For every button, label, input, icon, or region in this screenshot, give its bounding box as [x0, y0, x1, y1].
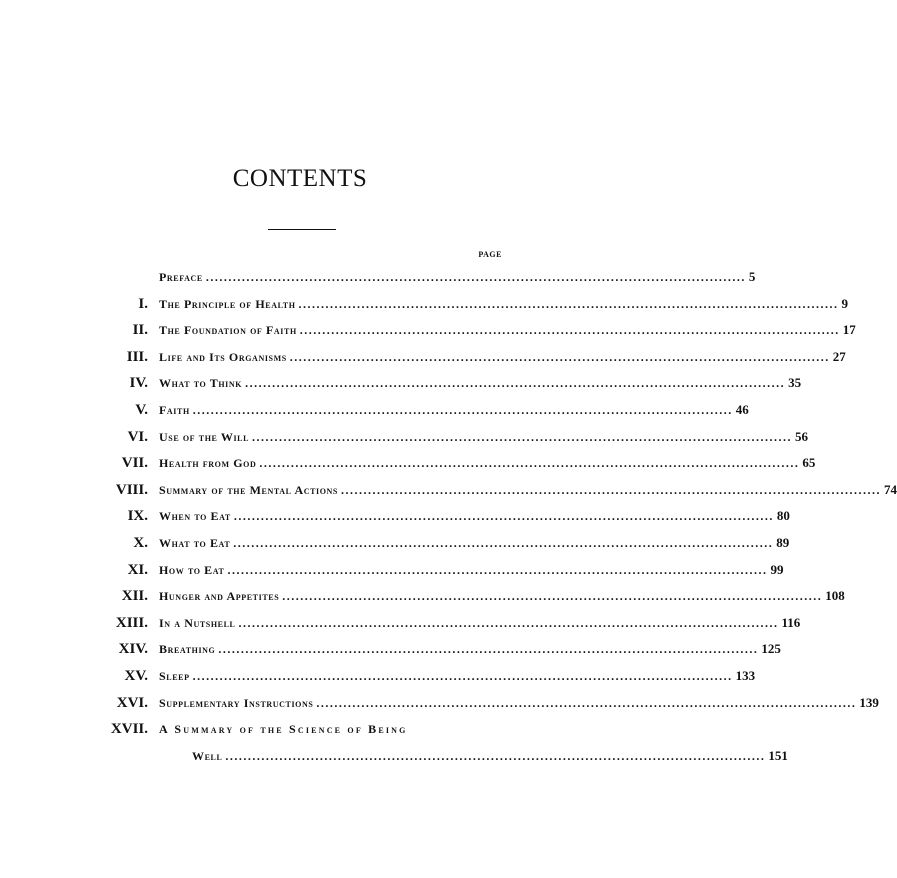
chapter-title: The Foundation of Faith — [159, 323, 297, 338]
toc-entry[interactable] — [0, 370, 802, 396]
dot-leader: ........................................................................................................................ — [289, 349, 830, 364]
chapter-number: XVI. — [116, 694, 148, 711]
chapter-number: VII. — [121, 455, 148, 472]
page-column-header: PAGE — [478, 250, 502, 259]
chapter-title: Summary of the Mental Actions — [159, 482, 338, 497]
chapter-number: IV. — [129, 375, 148, 392]
chapter-number: II. — [132, 322, 148, 339]
chapter-title: Life and Its Organisms — [159, 349, 287, 364]
dot-leader: ........................................................................................................................ — [238, 615, 779, 630]
chapter-entry — [159, 477, 897, 503]
page-number: 35 — [788, 375, 802, 391]
page-number: 5 — [748, 269, 756, 284]
toc-entry[interactable] — [0, 583, 845, 609]
chapter-entry — [159, 424, 809, 450]
chapter-number: I. — [138, 295, 148, 312]
dot-leader: ........................................................................................................................ — [205, 270, 746, 284]
dot-leader: ........................................................................................................................ — [233, 509, 774, 524]
dot-leader: ........................................................................................................................ — [233, 536, 774, 550]
page-title: CONTENTS — [232, 165, 368, 192]
chapter-entry — [159, 663, 756, 689]
chapter-title: In a Nutshell — [159, 615, 236, 630]
chapter-entry — [159, 610, 801, 636]
chapter-number: XV. — [124, 668, 148, 684]
chapter-title: Sleep — [159, 669, 190, 683]
chapter-entry — [159, 450, 816, 476]
page-number: 151 — [768, 747, 788, 763]
dot-leader: ........................................................................................................................ — [225, 748, 766, 763]
chapter-entry — [159, 583, 845, 609]
toc-entry[interactable] — [0, 344, 846, 370]
toc-entry[interactable] — [0, 690, 879, 716]
dot-leader: ........................................................................................................................ — [192, 669, 733, 683]
chapter-entry — [159, 317, 856, 343]
dot-leader: ........................................................................................................................ — [259, 456, 800, 471]
chapter-number: VIII. — [115, 481, 148, 498]
dot-leader: ........................................................................................................................ — [282, 589, 823, 604]
toc-entry[interactable] — [0, 557, 784, 583]
page-number: 9 — [841, 295, 849, 311]
chapter-title: Well — [192, 748, 223, 763]
chapter-title: Use of the Will — [159, 429, 250, 444]
toc-entry[interactable] — [0, 663, 756, 689]
dot-leader: ........................................................................................................................ — [316, 695, 857, 710]
dot-leader: ........................................................................................................................ — [218, 642, 759, 657]
page-number: 133 — [735, 668, 756, 683]
chapter-entry — [192, 743, 788, 769]
chapter-entry — [159, 370, 802, 396]
toc-entry[interactable] — [0, 317, 856, 343]
toc-entry[interactable] — [0, 716, 600, 742]
chapter-entry — [159, 716, 502, 742]
toc-entry[interactable] — [0, 610, 801, 636]
page-number: 139 — [859, 694, 879, 710]
chapter-number: XI. — [127, 561, 148, 578]
chapter-number: XIII. — [115, 614, 148, 631]
dot-leader: ........................................................................................................................ — [245, 376, 786, 391]
chapter-title: Health from God — [159, 456, 257, 471]
chapter-title: Faith — [159, 403, 190, 417]
toc-entry[interactable] — [0, 450, 816, 476]
chapter-number: XIV. — [118, 641, 148, 658]
title-rule — [268, 229, 336, 230]
dot-leader: ........................................................................................................................ — [299, 323, 840, 338]
page-number: 125 — [761, 641, 781, 657]
chapter-entry — [159, 344, 846, 370]
chapter-title: Preface — [159, 270, 203, 284]
dot-leader: ........................................................................................................................ — [340, 482, 881, 497]
chapter-number: XVII. — [110, 721, 148, 738]
chapter-title: What to Think — [159, 376, 243, 391]
chapter-number: V. — [135, 402, 148, 418]
chapter-entry — [159, 291, 849, 317]
chapter-title: Hunger and Appetites — [159, 589, 280, 604]
chapter-number: X. — [133, 535, 148, 551]
chapter-entry — [159, 530, 790, 556]
page-number: 56 — [795, 428, 809, 444]
page-number: 99 — [770, 561, 784, 577]
chapter-number: VI. — [127, 428, 148, 445]
toc-entry-continuation — [0, 743, 788, 769]
dot-leader: ........................................................................................................................ — [252, 429, 793, 444]
chapter-title: The Principle of Health — [159, 296, 296, 311]
chapter-entry — [159, 397, 749, 423]
page-number: 74 — [883, 481, 897, 497]
toc-entry[interactable] — [0, 424, 809, 450]
page-number: 89 — [776, 535, 790, 550]
chapter-title: What to Eat — [159, 536, 231, 550]
dot-leader: ........................................................................................................................ — [192, 403, 733, 417]
dot-leader: ........................................................................................................................ — [227, 562, 768, 577]
toc-entry[interactable] — [0, 477, 897, 503]
toc-entry[interactable] — [0, 291, 849, 317]
page-number: 80 — [776, 508, 790, 524]
toc-entry[interactable] — [0, 264, 756, 290]
chapter-entry — [159, 636, 781, 662]
chapter-entry — [159, 264, 756, 290]
chapter-entry — [159, 690, 879, 716]
toc-entry[interactable] — [0, 397, 749, 423]
chapter-number: IX. — [127, 508, 148, 525]
chapter-title: Breathing — [159, 642, 216, 657]
chapter-title: When to Eat — [159, 509, 231, 524]
page-number: 27 — [832, 348, 846, 364]
page-number: 65 — [802, 455, 816, 471]
chapter-title: Supplementary Instructions — [159, 695, 314, 710]
chapter-entry — [159, 503, 790, 529]
page-number: 108 — [825, 588, 845, 604]
page-number: 46 — [735, 402, 749, 417]
toc-entry[interactable] — [0, 530, 790, 556]
toc-entry[interactable] — [0, 636, 781, 662]
chapter-entry — [159, 557, 784, 583]
chapter-number: XII. — [121, 588, 148, 605]
page-number: 17 — [842, 322, 856, 338]
chapter-title: A Summary of the Science of Being — [159, 722, 408, 737]
chapter-number: III. — [126, 348, 148, 365]
dot-leader: ........................................................................................................................ — [298, 296, 839, 311]
toc-entry[interactable] — [0, 503, 790, 529]
chapter-title: How to Eat — [159, 562, 225, 577]
page-number: 116 — [781, 614, 801, 630]
